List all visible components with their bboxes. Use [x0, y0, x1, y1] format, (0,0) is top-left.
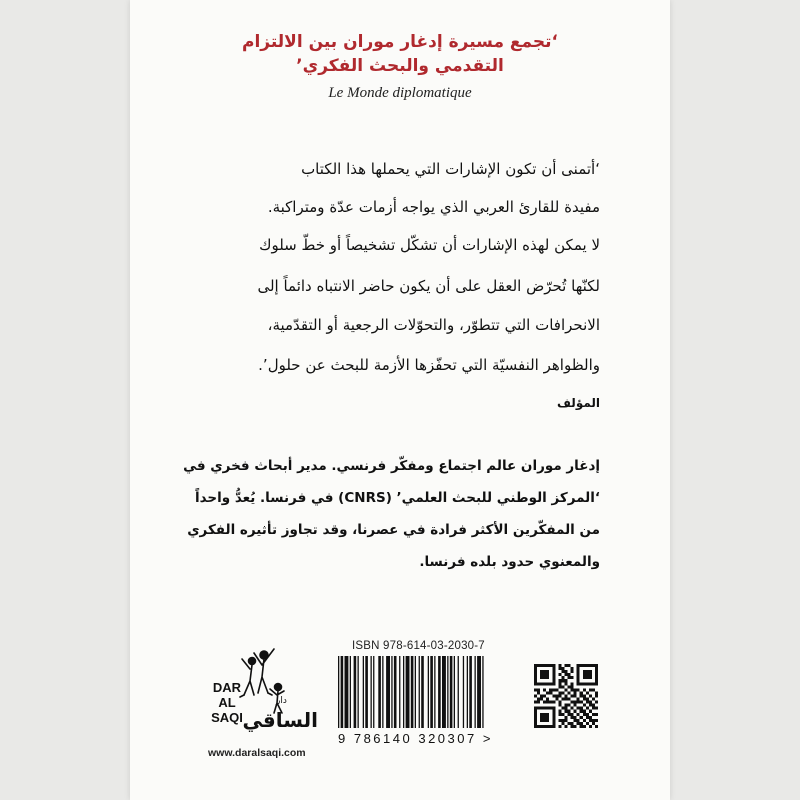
blurb-line: مفيدة للقارئ العربي الذي يواجه أزمات عدّة ومتراكبة. [267, 198, 600, 216]
publisher-name-ar-small: دار [276, 696, 287, 706]
press-quote-line-1: ‘تجمع مسيرة إدغار موران بين الالتزام [241, 32, 558, 52]
press-quote-line-2: التقدمي والبحث الفكري’ [296, 56, 504, 76]
blurb-line: لا يمكن لهذه الإشارات أن تشكّل تشخيصاً أو خطّ سلوك [259, 236, 600, 254]
barcode-digits: 9 786140 320307 > [338, 731, 493, 746]
publisher-website[interactable]: www.daralsaqi.com [208, 747, 306, 759]
bio-line: والمعنوي حدود بلده فرنسا. [419, 554, 600, 570]
publisher-name-ar: الساقي [242, 708, 318, 732]
bio-line: إدغار موران عالم اجتماع ومفكّر فرنسي. مدير أبحاث فخري في [183, 458, 600, 474]
author-blurb [208, 160, 600, 420]
blurb-line: لكنّها تُحرّض العقل على أن يكون حاضر الانتباه دائماً إلى [257, 277, 600, 295]
press-quote-source: Le Monde diplomatique [328, 85, 472, 101]
blurb-line: ‘أتمنى أن تكون الإشارات التي يحملها هذا الكتاب [301, 160, 600, 178]
qr-code-icon [534, 664, 598, 728]
bio-line: من المفكّرين الأكثر فرادة في عصرنا، وقد تجاوز تأثيره الفكري [187, 522, 600, 538]
isbn-label: ISBN 978-614-03-2030-7 [352, 640, 485, 652]
blurb-author: المؤلف [557, 396, 600, 410]
blurb-line: والظواهر النفسيّة التي تحفّزها الأزمة للبحث عن حلول’. [258, 356, 600, 374]
bio-line: ‘المركز الوطني للبحث العلمي’ (CNRS) في فرنسا. يُعدُّ واحداً [194, 490, 600, 506]
publisher-name-en: DAR AL SAQI [211, 680, 243, 725]
author-bio [183, 458, 600, 588]
blurb-line: الانحرافات التي تتطوّر، والتحوّلات الرجعية أو التقدّمية، [267, 316, 600, 334]
